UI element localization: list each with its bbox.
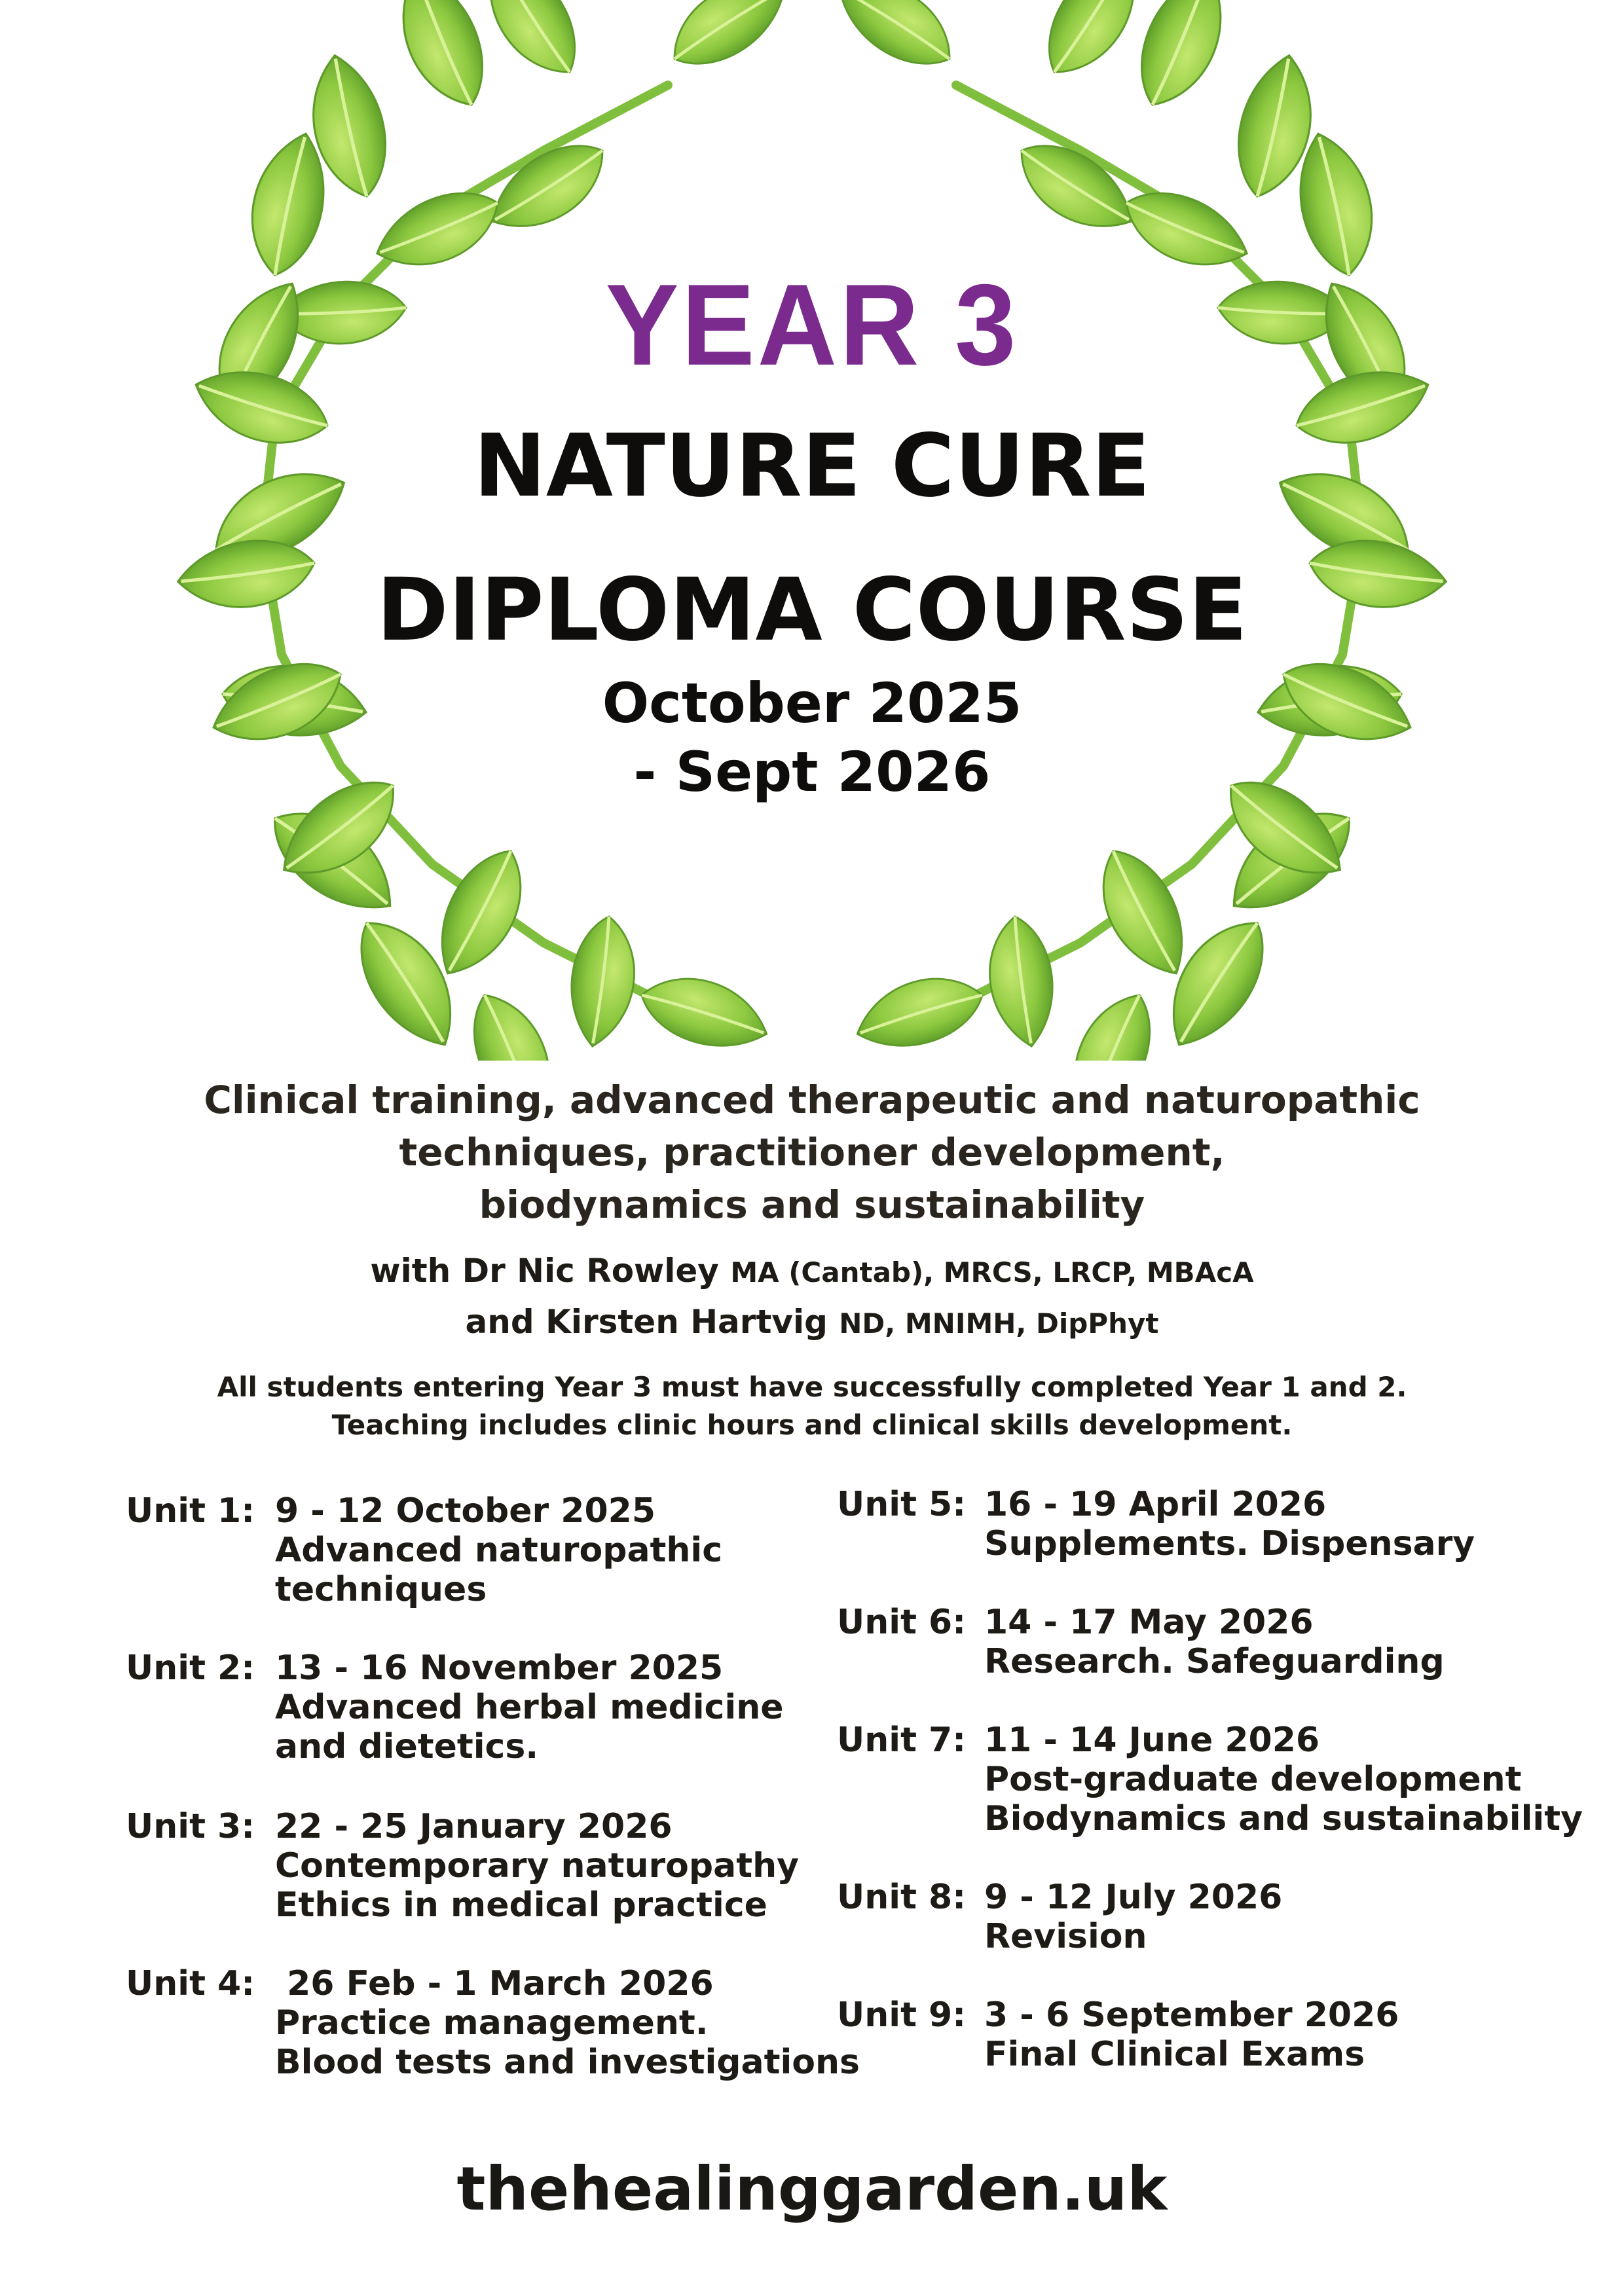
leaf-icon [633, 961, 777, 1061]
unit-date: 11 - 14 June 2026 [984, 1721, 1320, 1760]
year-heading: YEAR 3 [605, 260, 1019, 390]
course-title-line2: DIPLOMA COURSE [377, 560, 1247, 661]
unit-date: 22 - 25 January 2026 [275, 1807, 673, 1846]
leaf-icon [980, 912, 1063, 1051]
unit-date: 26 Feb - 1 March 2026 [275, 1964, 714, 2003]
leaf-icon [468, 0, 593, 91]
leaf-icon [561, 912, 644, 1051]
unit-date: 14 - 17 May 2026 [984, 1603, 1314, 1642]
unit-description: Advanced naturopathic [275, 1531, 723, 1570]
instructor-nic-rowley [0, 1252, 1624, 1290]
unit-label: Unit 8: [837, 1878, 967, 1917]
unit-description: Ethics in medical practice [275, 1886, 767, 1925]
course-dates-line2: - Sept 2026 [633, 740, 991, 804]
unit-description: Supplements. Dispensary [984, 1524, 1475, 1563]
unit-description: Final Clinical Exams [984, 2035, 1365, 2074]
unit-description: techniques [275, 1570, 487, 1609]
unit-description: Contemporary naturopathy [275, 1846, 799, 1886]
instructor-qualifications: MA (Cantab), MRCS, LRCP, MBAcA [730, 1256, 1254, 1288]
note-line: Teaching includes clinic hours and clinical skills development. [331, 1409, 1293, 1441]
note-line: All students entering Year 3 must have successfully completed Year 1 and 2. [217, 1371, 1407, 1403]
website-link[interactable]: thehealinggarden.uk [456, 2154, 1168, 2224]
unit-date: 9 - 12 July 2026 [984, 1878, 1283, 1917]
unit-label: Unit 6: [837, 1603, 967, 1642]
unit-date: 13 - 16 November 2025 [275, 1649, 724, 1688]
unit-description: and dietetics. [275, 1727, 539, 1766]
unit-date: 3 - 6 September 2026 [984, 1995, 1399, 2035]
unit-label: Unit 3: [126, 1807, 255, 1846]
unit-label: Unit 5: [837, 1485, 967, 1524]
unit-description: Research. Safeguarding [984, 1642, 1445, 1681]
leaf-icon [847, 961, 991, 1061]
unit-description: Blood tests and investigations [275, 2043, 860, 2082]
unit-label: Unit 1: [126, 1491, 255, 1531]
instructor-name: with Dr Nic Rowley [370, 1252, 731, 1290]
unit-description: Post-graduate development [984, 1760, 1522, 1799]
unit-description: Practice management. [275, 2003, 709, 2043]
leaf-icon [385, 0, 499, 118]
course-subtitle [0, 1074, 1624, 1231]
instructor-qualifications: ND, MNIMH, DipPhyt [839, 1307, 1159, 1339]
leaf-icon [823, 0, 967, 81]
unit-description: Biodynamics and sustainability [984, 1799, 1583, 1838]
leaf-icon [1057, 982, 1165, 1061]
subtitle-line: Clinical training, advanced therapeutic and naturopathic [204, 1078, 1420, 1122]
unit-label: Unit 2: [126, 1649, 255, 1688]
unit-label: Unit 7: [837, 1721, 967, 1760]
instructor-kirsten-hartvig [0, 1303, 1624, 1341]
unit-description: Revision [984, 1917, 1147, 1956]
leaf-icon [1031, 0, 1156, 91]
course-dates-line1: October 2025 [602, 671, 1022, 735]
unit-date: 9 - 12 October 2025 [275, 1491, 656, 1531]
unit-description: Advanced herbal medicine [275, 1688, 784, 1727]
instructor-name: and Kirsten Hartvig [465, 1303, 840, 1341]
course-title-line1: NATURE CURE [473, 416, 1151, 517]
leaf-icon [1126, 0, 1240, 118]
leaf-icon [657, 0, 801, 81]
unit-date: 16 - 19 April 2026 [984, 1485, 1327, 1524]
subtitle-line: biodynamics and sustainability [479, 1182, 1145, 1227]
unit-label: Unit 4: [126, 1964, 255, 2003]
entry-requirements-note [0, 1368, 1624, 1444]
leaf-icon [459, 982, 567, 1061]
subtitle-line: techniques, practitioner development, [399, 1130, 1225, 1175]
unit-label: Unit 9: [837, 1995, 967, 2035]
leaf-wreath-illustration [0, 0, 1624, 1061]
